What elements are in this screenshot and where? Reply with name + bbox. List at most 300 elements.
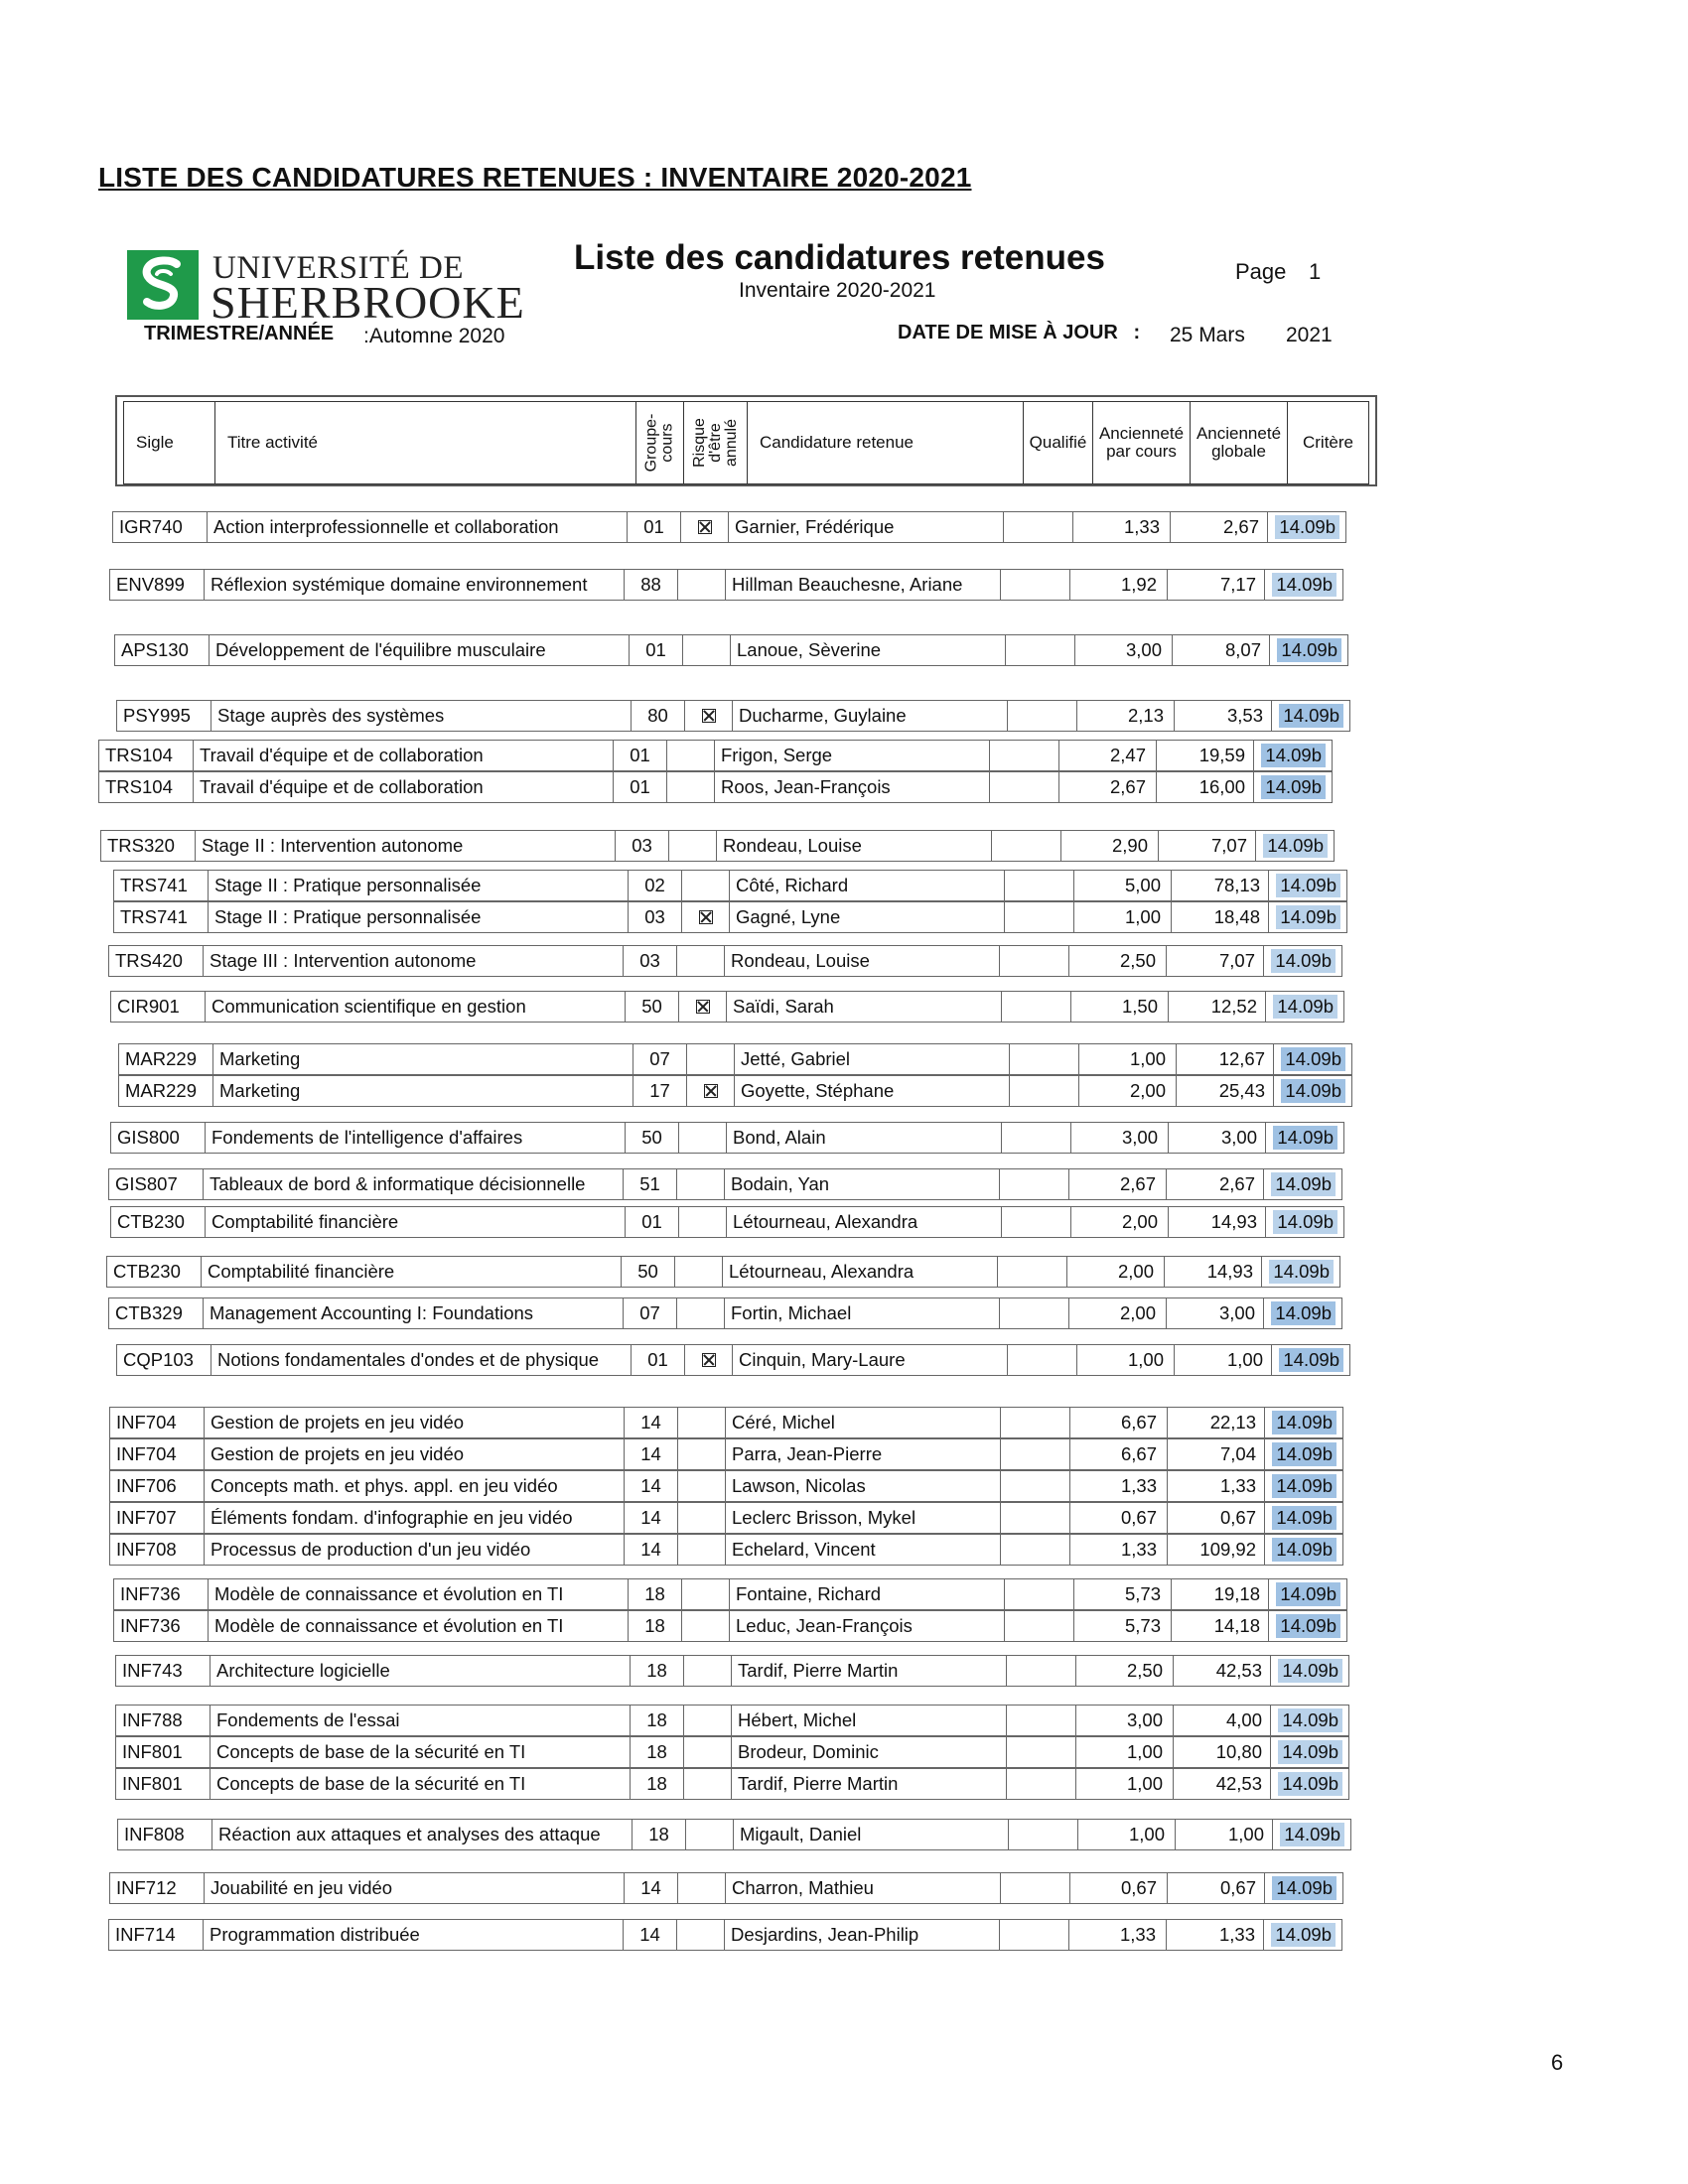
- cell-candidature: Frigon, Serge: [714, 741, 989, 770]
- cell-sigle: ENV899: [109, 570, 204, 600]
- cancel-risk-checkbox-icon: [702, 1353, 716, 1367]
- cell-anc-globale: 7,07: [1166, 946, 1263, 976]
- cell-titre: Notions fondamentales d'ondes et de physique: [211, 1345, 631, 1375]
- cell-candidature: Fontaine, Richard: [729, 1579, 1004, 1609]
- cell-groupe: 01: [631, 1345, 684, 1375]
- cell-anc-globale: 1,00: [1174, 1345, 1271, 1375]
- cell-critere: [1265, 1207, 1344, 1237]
- cell-anc-cours: 0,67: [1069, 1873, 1167, 1903]
- cell-anc-globale: 7,04: [1167, 1439, 1264, 1469]
- cell-risque: [684, 1345, 732, 1375]
- cell-candidature: Rondeau, Louise: [724, 946, 999, 976]
- table-row: [108, 1297, 1342, 1329]
- cell-sigle: TRS420: [108, 946, 203, 976]
- cell-qualifie: [1008, 1820, 1077, 1849]
- cell-candidature: Tardif, Pierre Martin: [731, 1769, 1006, 1799]
- cell-anc-globale: 7,17: [1167, 570, 1264, 600]
- cell-anc-cours: 2,90: [1060, 831, 1158, 861]
- cancel-risk-checkbox-icon: [699, 910, 713, 924]
- cell-critere: [1268, 871, 1347, 900]
- cell-risque: [681, 871, 729, 900]
- table-row: [109, 1438, 1343, 1470]
- cell-candidature: Desjardins, Jean-Philip: [724, 1920, 999, 1950]
- cell-sigle: INF743: [115, 1656, 210, 1686]
- cell-qualifie: [999, 946, 1068, 976]
- cell-qualifie: [989, 741, 1058, 770]
- cell-critere: [1270, 1769, 1349, 1799]
- table-row: [115, 1705, 1349, 1736]
- cell-anc-globale: 8,07: [1172, 635, 1269, 665]
- cell-risque: [683, 1706, 731, 1735]
- cell-candidature: Cinquin, Mary-Laure: [732, 1345, 1007, 1375]
- cell-sigle: CQP103: [116, 1345, 211, 1375]
- cell-anc-globale: 4,00: [1173, 1706, 1270, 1735]
- table-row: [98, 771, 1333, 803]
- cell-candidature: Leclerc Brisson, Mykel: [725, 1503, 1000, 1533]
- cell-anc-globale: 12,52: [1168, 992, 1265, 1022]
- table-row: [116, 1344, 1350, 1376]
- cell-anc-cours: 3,00: [1075, 1706, 1173, 1735]
- cell-candidature: Migault, Daniel: [733, 1820, 1008, 1849]
- table-row: [115, 1736, 1349, 1768]
- cell-critere: [1263, 1169, 1342, 1199]
- cell-candidature: Bodain, Yan: [724, 1169, 999, 1199]
- col-risque: Risque d'être annulé: [684, 402, 748, 483]
- cell-critere: [1269, 635, 1348, 665]
- cell-critere: [1271, 1345, 1350, 1375]
- cell-groupe: 50: [625, 1123, 678, 1153]
- cell-anc-globale: 1,00: [1175, 1820, 1272, 1849]
- cell-groupe: 01: [613, 741, 666, 770]
- cell-candidature: Jetté, Gabriel: [734, 1044, 1009, 1074]
- cell-candidature: Lawson, Nicolas: [725, 1471, 1000, 1501]
- cell-titre: Action interprofessionnelle et collaboration: [207, 512, 627, 542]
- cell-anc-globale: 78,13: [1171, 871, 1268, 900]
- cell-critere: [1265, 1123, 1344, 1153]
- cell-risque: [676, 1920, 724, 1950]
- cell-anc-globale: 18,48: [1171, 902, 1268, 932]
- cell-risque: [677, 1471, 725, 1501]
- table-row: [109, 1534, 1343, 1566]
- cell-anc-cours: 2,50: [1068, 946, 1166, 976]
- cell-titre: Stage III : Intervention autonome: [203, 946, 623, 976]
- cell-anc-cours: 5,73: [1073, 1579, 1171, 1609]
- cell-critere: [1264, 1535, 1343, 1565]
- table-row: [110, 991, 1344, 1023]
- criterion-badge: 14.09b: [1276, 905, 1340, 929]
- cell-anc-globale: 1,33: [1166, 1920, 1263, 1950]
- cell-candidature: Tardif, Pierre Martin: [731, 1656, 1006, 1686]
- cell-anc-cours: 0,67: [1069, 1503, 1167, 1533]
- cell-anc-cours: 1,00: [1076, 1345, 1174, 1375]
- cell-critere: [1264, 1408, 1343, 1437]
- table-row: [116, 700, 1350, 732]
- criterion-badge: 14.09b: [1280, 1823, 1344, 1846]
- cell-risque: [678, 1207, 726, 1237]
- table-row: [108, 945, 1342, 977]
- cell-anc-cours: 2,00: [1078, 1076, 1176, 1106]
- cell-groupe: 18: [628, 1579, 681, 1609]
- criterion-badge: 14.09b: [1273, 1126, 1337, 1150]
- cell-qualifie: [1001, 1207, 1070, 1237]
- cell-anc-globale: 42,53: [1173, 1769, 1270, 1799]
- criterion-badge: 14.09b: [1271, 1172, 1336, 1196]
- col-groupe: Groupe- cours: [636, 402, 684, 483]
- cell-titre: Réaction aux attaques et analyses des attaque: [211, 1820, 632, 1849]
- cell-candidature: Garnier, Frédérique: [728, 512, 1003, 542]
- cell-qualifie: [1003, 512, 1072, 542]
- criterion-badge: 14.09b: [1279, 1348, 1343, 1372]
- cell-candidature: Goyette, Stéphane: [734, 1076, 1009, 1106]
- cell-risque: [677, 1873, 725, 1903]
- cell-sigle: CTB329: [108, 1298, 203, 1328]
- cell-candidature: Gagné, Lyne: [729, 902, 1004, 932]
- cell-risque: [677, 570, 725, 600]
- criterion-badge: 14.09b: [1263, 834, 1328, 858]
- cell-anc-globale: 3,53: [1174, 701, 1271, 731]
- cell-sigle: GIS800: [110, 1123, 205, 1153]
- cell-anc-cours: 1,00: [1075, 1737, 1173, 1767]
- cell-sigle: APS130: [114, 635, 209, 665]
- cell-qualifie: [999, 1298, 1068, 1328]
- cell-sigle: MAR229: [118, 1076, 212, 1106]
- cell-titre: Développement de l'équilibre musculaire: [209, 635, 629, 665]
- cell-qualifie: [1000, 1471, 1069, 1501]
- cell-groupe: 18: [628, 1611, 681, 1641]
- cell-risque: [681, 1579, 729, 1609]
- cell-groupe: 03: [615, 831, 668, 861]
- cell-anc-globale: 14,93: [1164, 1257, 1261, 1287]
- table-row: [113, 1578, 1347, 1610]
- page-label: Page: [1235, 259, 1287, 284]
- cell-anc-globale: 14,18: [1171, 1611, 1268, 1641]
- cell-anc-cours: 1,00: [1073, 902, 1171, 932]
- cell-anc-cours: 1,00: [1075, 1769, 1173, 1799]
- cell-anc-globale: 3,00: [1168, 1123, 1265, 1153]
- cell-anc-cours: 2,67: [1058, 772, 1156, 802]
- cell-anc-globale: 109,92: [1167, 1535, 1264, 1565]
- update-year: 2021: [1286, 324, 1333, 346]
- criterion-badge: 14.09b: [1272, 1876, 1336, 1900]
- cell-titre: Concepts de base de la sécurité en TI: [210, 1737, 630, 1767]
- criterion-badge: 14.09b: [1278, 1772, 1342, 1796]
- criterion-badge: 14.09b: [1278, 1740, 1342, 1764]
- cell-anc-globale: 19,59: [1156, 741, 1253, 770]
- cell-qualifie: [1004, 871, 1073, 900]
- table-row: [114, 634, 1348, 666]
- criterion-badge: 14.09b: [1271, 1301, 1336, 1325]
- criterion-badge: 14.09b: [1281, 1047, 1345, 1071]
- update-date: 25 Mars: [1170, 324, 1245, 346]
- cell-qualifie: [1001, 1123, 1070, 1153]
- cell-groupe: 18: [630, 1769, 683, 1799]
- criterion-badge: 14.09b: [1276, 1582, 1340, 1606]
- cell-anc-cours: 2,13: [1076, 701, 1174, 731]
- cell-anc-globale: 3,00: [1166, 1298, 1263, 1328]
- cell-groupe: 18: [630, 1737, 683, 1767]
- university-name-line1: UNIVERSITÉ DE: [212, 250, 465, 286]
- document-heading: LISTE DES CANDIDATURES RETENUES : INVENTAIRE 2020-2021: [98, 162, 972, 193]
- cell-critere: [1253, 772, 1333, 802]
- cell-critere: [1263, 1920, 1342, 1950]
- cell-anc-cours: 1,33: [1069, 1471, 1167, 1501]
- cell-anc-globale: 10,80: [1173, 1737, 1270, 1767]
- cell-anc-cours: 1,50: [1070, 992, 1168, 1022]
- cell-anc-cours: 2,50: [1075, 1656, 1173, 1686]
- cell-qualifie: [1000, 1503, 1069, 1533]
- cell-anc-cours: 1,92: [1069, 570, 1167, 600]
- table-row: [115, 1655, 1349, 1687]
- criterion-badge: 14.09b: [1276, 1614, 1340, 1638]
- update-label-sep: :: [1133, 322, 1141, 343]
- cell-anc-cours: 2,67: [1068, 1169, 1166, 1199]
- table-row: [106, 1256, 1340, 1288]
- cell-anc-cours: 2,00: [1068, 1298, 1166, 1328]
- cell-groupe: 18: [630, 1706, 683, 1735]
- cell-groupe: 01: [625, 1207, 678, 1237]
- cell-critere: [1253, 741, 1333, 770]
- cell-sigle: MAR229: [118, 1044, 212, 1074]
- col-candidature: Candidature retenue: [748, 402, 1024, 483]
- cell-sigle: IGR740: [112, 512, 207, 542]
- cell-groupe: 14: [624, 1471, 677, 1501]
- cell-critere: [1264, 1873, 1343, 1903]
- cell-qualifie: [991, 831, 1060, 861]
- cell-risque: [677, 1439, 725, 1469]
- criterion-badge: 14.09b: [1272, 1442, 1336, 1466]
- cell-critere: [1270, 1656, 1349, 1686]
- cell-groupe: 14: [624, 1535, 677, 1565]
- cancel-risk-checkbox-icon: [698, 520, 712, 534]
- cell-risque: [683, 1656, 731, 1686]
- cell-groupe: 17: [633, 1076, 686, 1106]
- cell-critere: [1265, 992, 1344, 1022]
- cell-anc-cours: 2,00: [1070, 1207, 1168, 1237]
- cell-groupe: 18: [630, 1656, 683, 1686]
- cell-risque: [676, 946, 724, 976]
- cell-sigle: INF801: [115, 1737, 210, 1767]
- cell-critere: [1263, 1298, 1342, 1328]
- table-row: [113, 901, 1347, 933]
- cell-risque: [676, 1169, 724, 1199]
- cell-risque: [681, 902, 729, 932]
- cell-qualifie: [1000, 1439, 1069, 1469]
- cell-anc-globale: 16,00: [1156, 772, 1253, 802]
- cell-qualifie: [1009, 1044, 1078, 1074]
- criterion-badge: 14.09b: [1272, 573, 1336, 597]
- cell-anc-cours: 6,67: [1069, 1439, 1167, 1469]
- criterion-badge: 14.09b: [1278, 1659, 1342, 1683]
- cell-risque: [666, 772, 714, 802]
- cell-sigle: TRS104: [98, 741, 193, 770]
- cell-candidature: Létourneau, Alexandra: [726, 1207, 1001, 1237]
- col-qualifie: Qualifié: [1024, 402, 1093, 483]
- cell-titre: Management Accounting I: Foundations: [203, 1298, 623, 1328]
- cell-sigle: INF714: [108, 1920, 203, 1950]
- cell-candidature: Bond, Alain: [726, 1123, 1001, 1153]
- cell-titre: Architecture logicielle: [210, 1656, 630, 1686]
- cell-titre: Travail d'équipe et de collaboration: [193, 741, 613, 770]
- table-row: [109, 1407, 1343, 1438]
- cell-anc-cours: 6,67: [1069, 1408, 1167, 1437]
- cell-anc-globale: 42,53: [1173, 1656, 1270, 1686]
- table-row: [118, 1043, 1352, 1075]
- cell-anc-cours: 3,00: [1070, 1123, 1168, 1153]
- cell-sigle: GIS807: [108, 1169, 203, 1199]
- cell-sigle: INF788: [115, 1706, 210, 1735]
- cell-qualifie: [1000, 1873, 1069, 1903]
- table-row: [108, 1168, 1342, 1200]
- cell-titre: Fondements de l'intelligence d'affaires: [205, 1123, 625, 1153]
- cell-risque: [668, 831, 716, 861]
- table-row: [109, 569, 1343, 601]
- cell-anc-globale: 14,93: [1168, 1207, 1265, 1237]
- cell-titre: Stage auprès des systèmes: [211, 701, 631, 731]
- cell-titre: Concepts math. et phys. appl. en jeu vidéo: [204, 1471, 624, 1501]
- criterion-badge: 14.09b: [1273, 1210, 1337, 1234]
- criterion-badge: 14.09b: [1275, 515, 1339, 539]
- table-row: [109, 1502, 1343, 1534]
- cell-critere: [1268, 1611, 1347, 1641]
- cell-titre: Jouabilité en jeu vidéo: [204, 1873, 624, 1903]
- cancel-risk-checkbox-icon: [702, 709, 716, 723]
- cell-anc-globale: 22,13: [1167, 1408, 1264, 1437]
- university-name-line2: SHERBROOKE: [211, 277, 525, 328]
- cell-sigle: INF808: [117, 1820, 211, 1849]
- cell-candidature: Roos, Jean-François: [714, 772, 989, 802]
- cell-titre: Fondements de l'essai: [210, 1706, 630, 1735]
- cell-critere: [1263, 946, 1342, 976]
- cell-anc-globale: 12,67: [1176, 1044, 1273, 1074]
- cell-risque: [683, 1769, 731, 1799]
- cell-risque: [678, 1123, 726, 1153]
- cell-groupe: 03: [623, 946, 676, 976]
- cell-qualifie: [1007, 1345, 1076, 1375]
- cell-risque: [685, 1820, 733, 1849]
- cell-groupe: 07: [623, 1298, 676, 1328]
- cell-risque: [677, 1535, 725, 1565]
- cell-critere: [1273, 1076, 1352, 1106]
- cell-candidature: Echelard, Vincent: [725, 1535, 1000, 1565]
- cell-groupe: 02: [628, 871, 681, 900]
- col-sigle: Sigle: [124, 402, 215, 483]
- cell-critere: [1268, 902, 1347, 932]
- cell-critere: [1270, 1737, 1349, 1767]
- cell-sigle: TRS104: [98, 772, 193, 802]
- table-row: [113, 870, 1347, 901]
- page-number: 1: [1309, 259, 1322, 284]
- cell-qualifie: [999, 1169, 1068, 1199]
- cell-qualifie: [997, 1257, 1066, 1287]
- cell-critere: [1264, 1471, 1343, 1501]
- criterion-badge: 14.09b: [1281, 1079, 1345, 1103]
- cell-critere: [1272, 1820, 1351, 1849]
- cell-sigle: INF704: [109, 1439, 204, 1469]
- cell-qualifie: [1000, 1535, 1069, 1565]
- criterion-badge: 14.09b: [1271, 949, 1336, 973]
- table-row: [108, 1919, 1342, 1951]
- cell-qualifie: [1000, 570, 1069, 600]
- cell-candidature: Hillman Beauchesne, Ariane: [725, 570, 1000, 600]
- cell-candidature: Charron, Mathieu: [725, 1873, 1000, 1903]
- cell-qualifie: [1004, 902, 1073, 932]
- criterion-badge: 14.09b: [1261, 744, 1326, 767]
- cell-critere: [1268, 1579, 1347, 1609]
- criterion-badge: 14.09b: [1269, 1260, 1334, 1284]
- cell-qualifie: [1001, 992, 1070, 1022]
- cell-qualifie: [1005, 635, 1074, 665]
- cell-critere: [1273, 1044, 1352, 1074]
- cell-anc-globale: 0,67: [1167, 1503, 1264, 1533]
- cell-titre: Communication scientifique en gestion: [205, 992, 625, 1022]
- cell-risque: [682, 635, 730, 665]
- cell-titre: Réflexion systémique domaine environnement: [204, 570, 624, 600]
- cell-candidature: Leduc, Jean-François: [729, 1611, 1004, 1641]
- cell-qualifie: [1006, 1656, 1075, 1686]
- cell-risque: [684, 701, 732, 731]
- cell-sigle: TRS741: [113, 902, 208, 932]
- cell-risque: [678, 992, 726, 1022]
- cell-risque: [681, 1611, 729, 1641]
- cell-sigle: CTB230: [106, 1257, 201, 1287]
- table-row: [110, 1206, 1344, 1238]
- cell-critere: [1270, 1706, 1349, 1735]
- cell-anc-globale: 1,33: [1167, 1471, 1264, 1501]
- criterion-badge: 14.09b: [1272, 1506, 1336, 1530]
- cell-candidature: Parra, Jean-Pierre: [725, 1439, 1000, 1469]
- cell-risque: [666, 741, 714, 770]
- cell-groupe: 18: [632, 1820, 685, 1849]
- cell-sigle: INF706: [109, 1471, 204, 1501]
- cell-titre: Marketing: [212, 1076, 633, 1106]
- cell-candidature: Hébert, Michel: [731, 1706, 1006, 1735]
- cell-anc-globale: 2,67: [1166, 1169, 1263, 1199]
- cell-sigle: TRS741: [113, 871, 208, 900]
- criterion-badge: 14.09b: [1272, 1474, 1336, 1498]
- cell-critere: [1264, 1439, 1343, 1469]
- criterion-badge: 14.09b: [1277, 638, 1341, 662]
- cell-groupe: 80: [631, 701, 684, 731]
- cell-anc-cours: 1,00: [1078, 1044, 1176, 1074]
- cancel-risk-checkbox-icon: [696, 1000, 710, 1014]
- cell-candidature: Létourneau, Alexandra: [722, 1257, 997, 1287]
- cell-groupe: 50: [621, 1257, 674, 1287]
- cell-titre: Modèle de connaissance et évolution en TI: [208, 1611, 628, 1641]
- term-label: TRIMESTRE/ANNÉE: [144, 323, 335, 344]
- cell-anc-cours: 1,00: [1077, 1820, 1175, 1849]
- table-row: [113, 1610, 1347, 1642]
- cell-titre: Tableaux de bord & informatique décisionnelle: [203, 1169, 623, 1199]
- footer-page-number: 6: [1551, 2050, 1564, 2075]
- cell-sigle: INF708: [109, 1535, 204, 1565]
- col-anc-globale: Ancienneté globale: [1191, 402, 1288, 483]
- cell-qualifie: [1006, 1706, 1075, 1735]
- table-row: [100, 830, 1335, 862]
- cell-titre: Programmation distribuée: [203, 1920, 623, 1950]
- cell-qualifie: [1007, 701, 1076, 731]
- cell-anc-cours: 1,33: [1072, 512, 1170, 542]
- cell-titre: Processus de production d'un jeu vidéo: [204, 1535, 624, 1565]
- cell-sigle: INF704: [109, 1408, 204, 1437]
- table-row: [118, 1075, 1352, 1107]
- cell-sigle: PSY995: [116, 701, 211, 731]
- cell-groupe: 14: [624, 1408, 677, 1437]
- cell-qualifie: [1004, 1611, 1073, 1641]
- cell-anc-cours: 1,33: [1069, 1535, 1167, 1565]
- criterion-badge: 14.09b: [1273, 995, 1337, 1019]
- cell-sigle: TRS320: [100, 831, 195, 861]
- cell-qualifie: [1006, 1737, 1075, 1767]
